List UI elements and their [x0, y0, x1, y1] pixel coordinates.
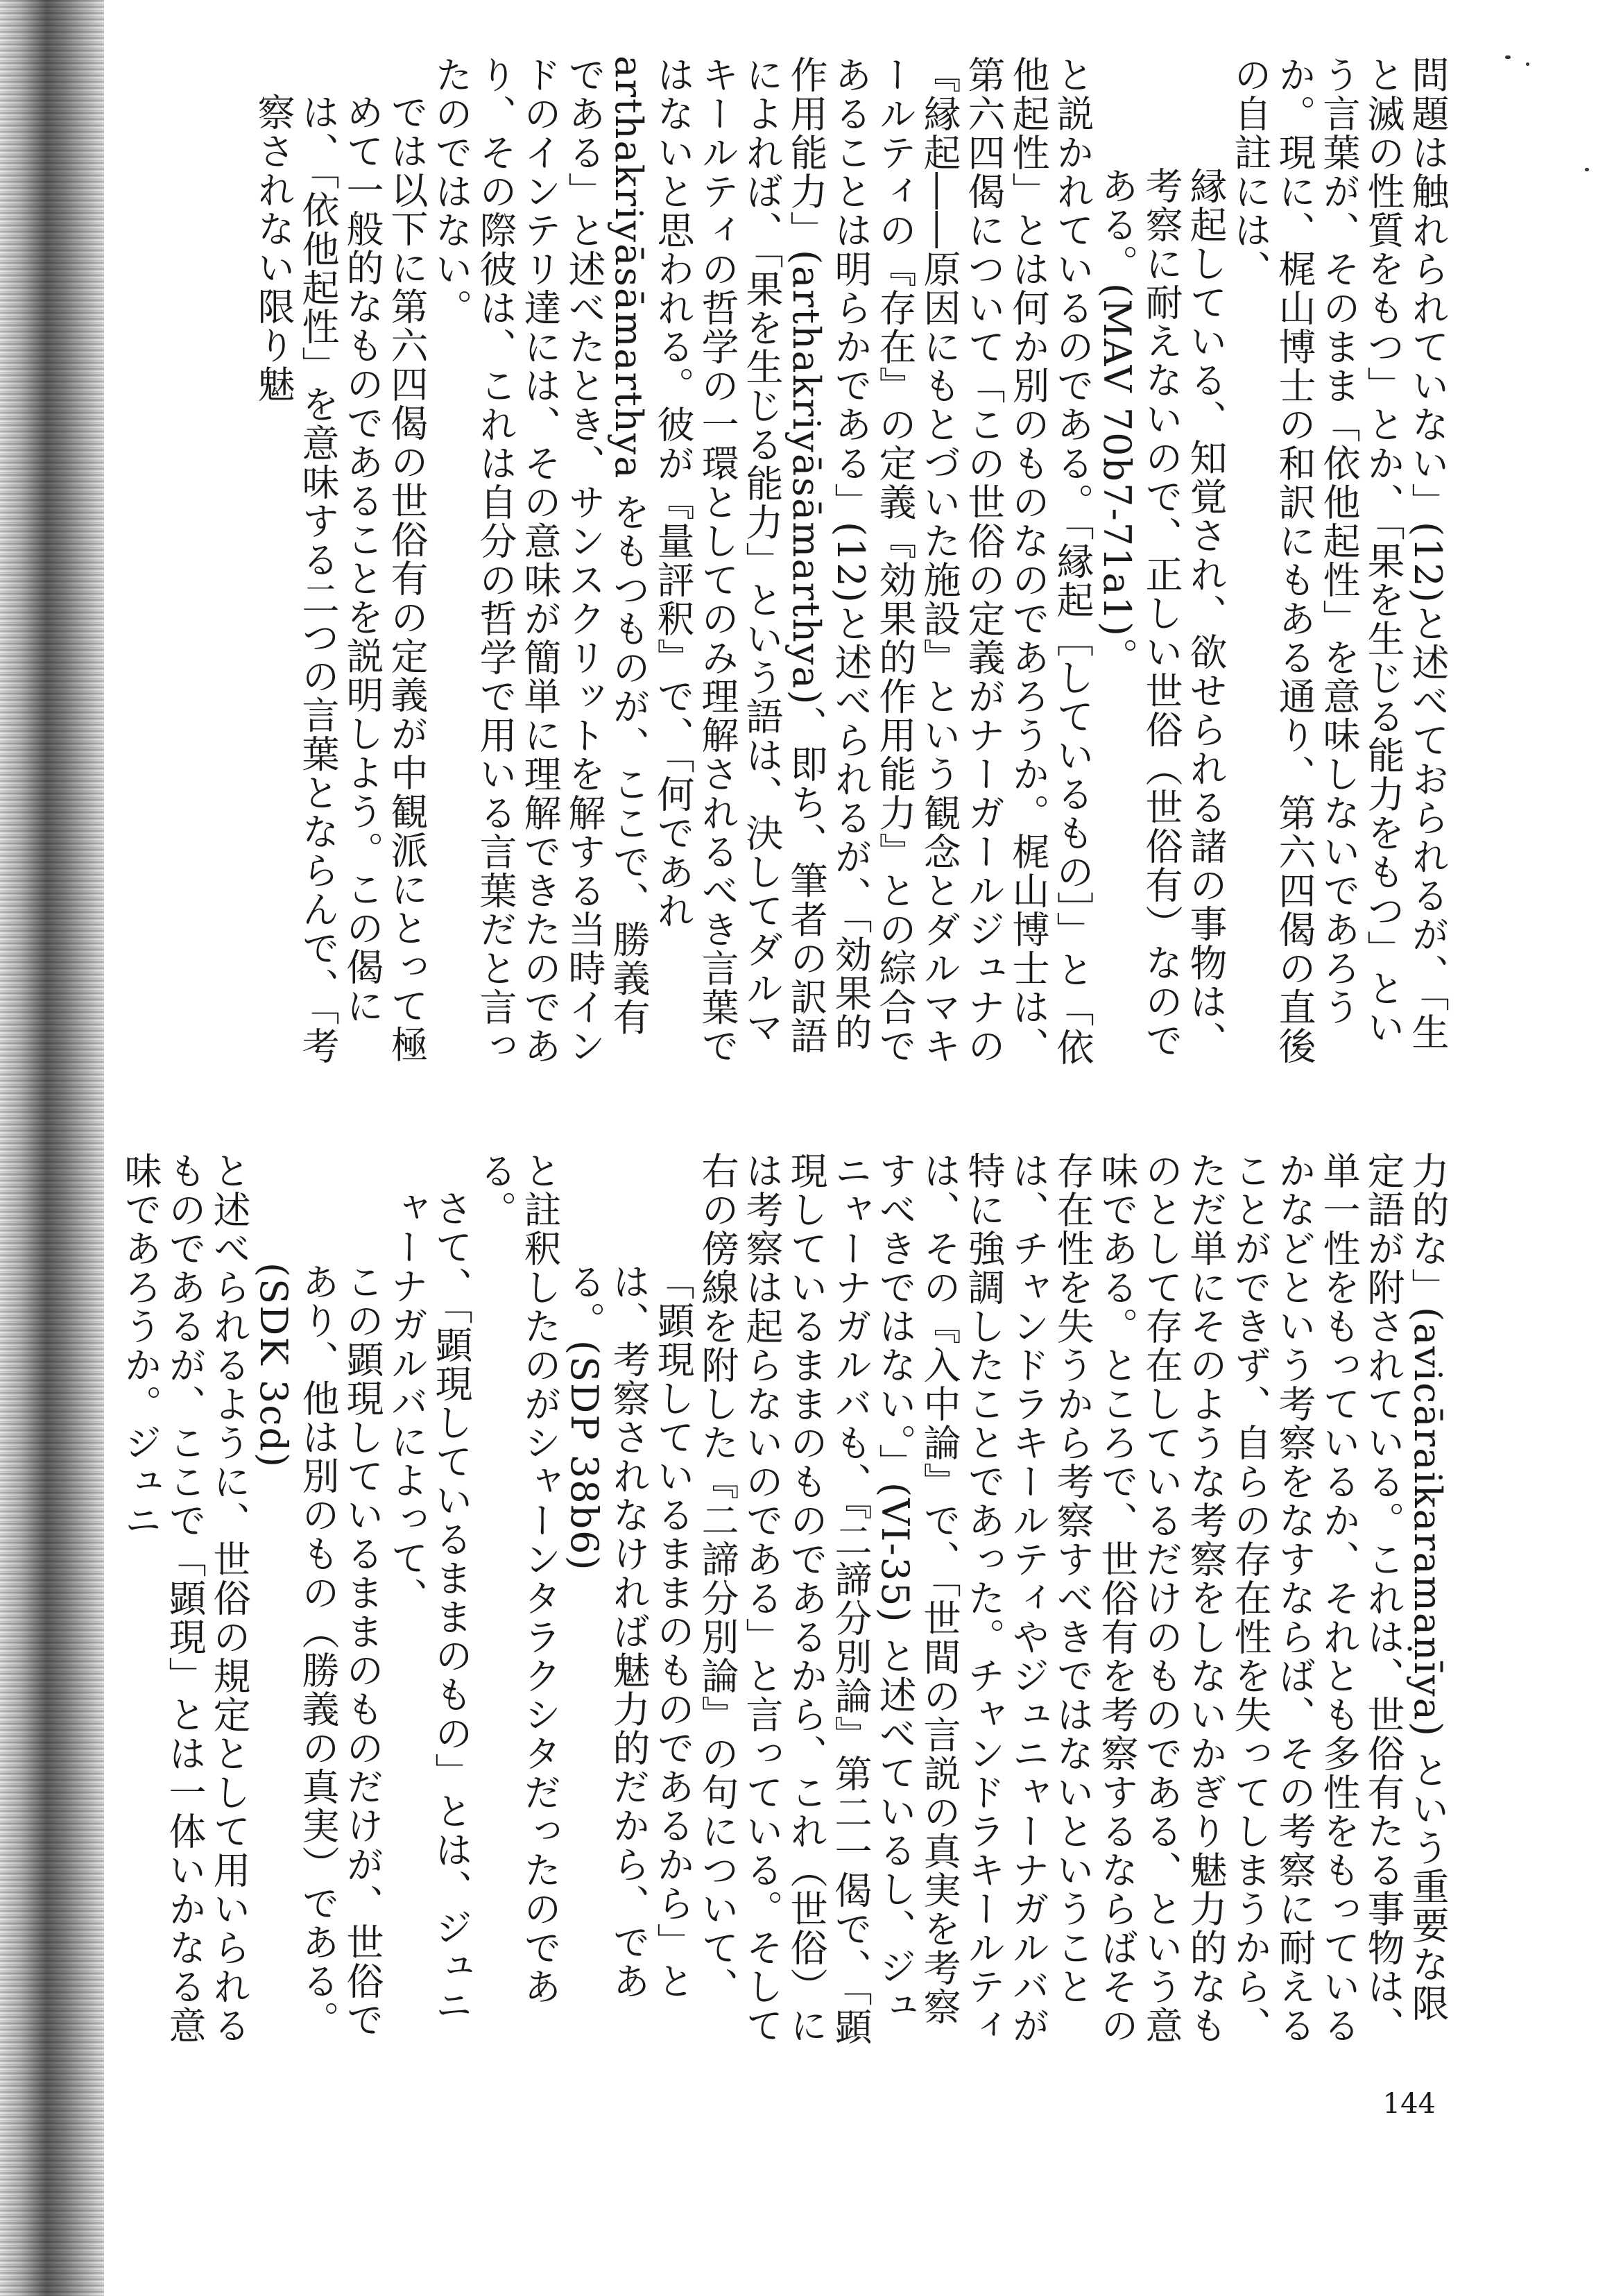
text-block-lower — [90, 1151, 1450, 2046]
paragraph: と註釈したのがシャーンタラクシタだったのである。 — [474, 1151, 562, 2006]
block-quote: この顕現しているままのものだけが、世俗であり、他は別のもの（勝義の真実）である。(SDK 3cd) — [252, 1262, 384, 2039]
paragraph: と述べられるように、世俗の規定として用いられるものであるが、ここで「顕現」とは一体いかなる意味であろうか。ジュニ — [119, 1151, 251, 2045]
paragraph: 力的な」(avicāraikaramaṇīya) という重要な限定語が附されている。これは、世俗有たる事物は、単一性をもっているか、それとも多性をもっているかなどという考察をなすならば、その考察に耐えることができず、自らの存在性を失ってしまうから、ただ単にそのような考察をしないかぎり魅力的なものとして存在しているだけのものである、という意味である。ところで、世俗有を考察するならばその存在性を失うから考察すべきではないということは、チャンドラキールティやジュニャーナガルバが特に強調したことであった。チャンドラキールティは、その『入中論』で、「世間の言説の真実を考察すべきではない。」(VI-35) と述べているし、ジュニャーナガルバも、『二諦分別論』第二一偈で、「顕現しているままのものであるから、これ（世俗）には考察は起らないのである」と言っている。そして右の傍線を附した『二諦分別論』の句について、 — [696, 1151, 1450, 2046]
text-block-upper — [90, 55, 1450, 1075]
scan-speck — [1505, 55, 1511, 59]
paragraph: では以下に第六四偈の世俗有の定義が中観派にとって極めて一般的なものであることを説明しよう。この偈には、「依他起性」を意味する二つの言葉とならんで、「考察されない限り魅 — [252, 93, 429, 1065]
block-quote: 「顕現しているままのものであるから」とは、考察されなければ魅力的だから、である。(SDP 38b6) — [563, 1262, 695, 2001]
paragraph: さて、「顕現しているままのもの」とは、ジュニャーナガルバによって、 — [385, 1189, 473, 2025]
paragraph: 問題は触れられていない」(12)と述べておられるが、「生と滅の性質をもつ」とか、「果を生じる能力をもつ」という言葉が、そのまま「依他起性」を意味しないであろうか。現に、梶山博士の和訳にもある通り、第六四偈の直後の自註には、 — [1228, 55, 1450, 1065]
scan-edge-shadow — [0, 0, 104, 2296]
block-quote: 縁起している、知覚され、欲せられる諸の事物は、考察に耐えないので、正しい世俗（世俗有）なのである。(MAV 70b7-71a1)。 — [1095, 166, 1228, 1060]
page-number: 144 — [1382, 2088, 1436, 2120]
paragraph: と説かれているのである。「縁起［しているもの］」と「依他起性」とは何か別のものなのであろうか。梶山博士は、第六四偈について「この世俗の定義がナーガールジュナの『縁起――原因にもとづいた施設』という観念とダルマキールティの『存在』の定義『効果的作用能力』との綜合であることは明らかである」(12)と述べられるが、「効果的作用能力」(arthakriyāsāmarthya)、即ち、筆者の訳語によれば、「果を生じる能力」という語は、決してダルマキールティの哲学の一環としてのみ理解されるべき言葉ではないと思われる。彼が『量評釈』で、「何であれ arthakriyāsāmarthya をもつものが、ここで、勝義有である」と述べたとき、サンスクリットを解する当時インドのインテリ達には、その意味が簡単に理解できたのであり、その際彼は、これは自分の哲学で用いる言葉だと言ったのではない。 — [429, 55, 1094, 1067]
scan-speck — [1526, 62, 1529, 66]
scan-speck — [1585, 168, 1589, 171]
